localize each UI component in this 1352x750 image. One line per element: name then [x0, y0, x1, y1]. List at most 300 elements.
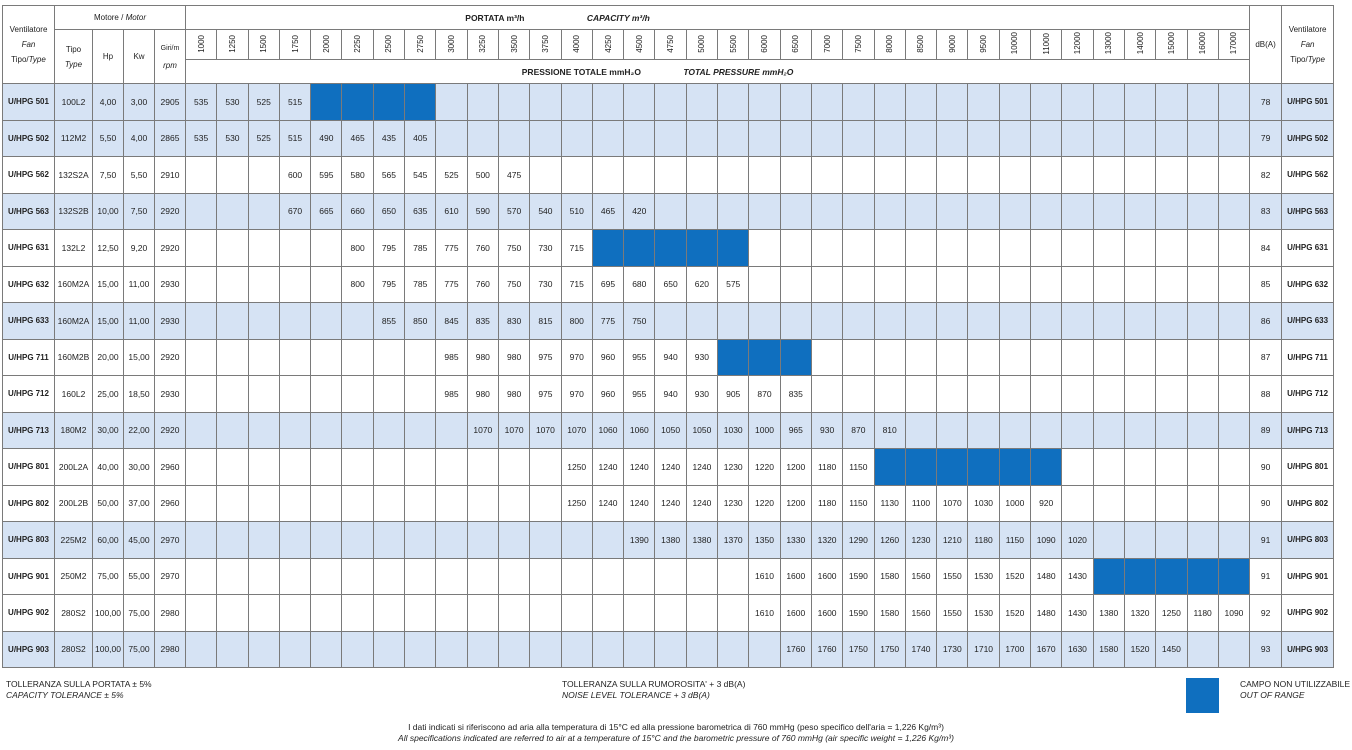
kw-header: Kw — [124, 30, 155, 84]
pressure-cell — [186, 449, 217, 486]
flow-header: 2750 — [405, 30, 436, 60]
capacity-tolerance: TOLLERANZA SULLA PORTATA ± 5% CAPACITY TOLERANCE ± 5% — [6, 679, 152, 700]
pressure-cell: 1480 — [1031, 558, 1062, 595]
tipo-header: Tipo Type — [55, 30, 93, 84]
pressure-cell: 1240 — [624, 449, 655, 486]
pressure-cell — [999, 193, 1030, 230]
pressure-cell: 1060 — [592, 412, 623, 449]
flow-header: 11000 — [1031, 30, 1062, 60]
pressure-cell: 870 — [843, 412, 874, 449]
pressure-cell: 435 — [373, 120, 404, 157]
pressure-cell — [968, 193, 999, 230]
pressure-cell — [905, 266, 936, 303]
motor-type: 250M2 — [55, 558, 93, 595]
noise-db: 91 — [1250, 522, 1282, 559]
pressure-cell — [905, 193, 936, 230]
pressure-cell — [968, 84, 999, 121]
pressure-cell: 1070 — [498, 412, 529, 449]
pressure-cell — [1031, 84, 1062, 121]
pressure-cell — [1124, 303, 1155, 340]
motor-hp: 50,00 — [93, 485, 124, 522]
pressure-cell — [686, 120, 717, 157]
motor-type: 225M2 — [55, 522, 93, 559]
pressure-cell — [1187, 339, 1218, 376]
pressure-cell: 590 — [467, 193, 498, 230]
pressure-cell — [467, 120, 498, 157]
pressure-cell: 595 — [311, 157, 342, 194]
pressure-cell: 1610 — [749, 558, 780, 595]
pressure-cell — [843, 84, 874, 121]
flow-header: 2500 — [373, 30, 404, 60]
pressure-cell: 1200 — [780, 449, 811, 486]
pressure-cell — [843, 266, 874, 303]
pressure-cell: 1580 — [1093, 631, 1124, 668]
motor-type: 132S2B — [55, 193, 93, 230]
pressure-cell: 1090 — [1031, 522, 1062, 559]
pressure-cell — [373, 485, 404, 522]
pressure-cell — [999, 120, 1030, 157]
pressure-cell — [592, 595, 623, 632]
pressure-cell — [1031, 339, 1062, 376]
motor-kw: 30,00 — [124, 449, 155, 486]
motor-rpm: 2970 — [155, 522, 186, 559]
motor-hp: 7,50 — [93, 157, 124, 194]
pressure-cell: 465 — [592, 193, 623, 230]
motor-hp: 4,00 — [93, 84, 124, 121]
pressure-cell: 1750 — [843, 631, 874, 668]
fan-model-right: U/HPG 502 — [1282, 120, 1334, 157]
motor-kw: 75,00 — [124, 631, 155, 668]
pressure-cell — [999, 303, 1030, 340]
pressure-cell — [311, 449, 342, 486]
pressure-cell — [1031, 193, 1062, 230]
pressure-cell: 810 — [874, 412, 905, 449]
pressure-cell — [436, 84, 467, 121]
pressure-cell — [592, 522, 623, 559]
motor-type: 132L2 — [55, 230, 93, 267]
fan-model-right: U/HPG 501 — [1282, 84, 1334, 121]
pressure-cell — [498, 558, 529, 595]
pressure-cell: 1520 — [1124, 631, 1155, 668]
fan-model-right: U/HPG 562 — [1282, 157, 1334, 194]
pressure-cell — [217, 595, 248, 632]
pressure-cell — [217, 193, 248, 230]
pressure-cell — [811, 339, 842, 376]
table-row — [3, 193, 1334, 230]
pressure-cell — [436, 522, 467, 559]
motor-type: 200L2B — [55, 485, 93, 522]
pressure-cell — [279, 595, 310, 632]
pressure-cell — [937, 412, 968, 449]
fan-model: U/HPG 901 — [3, 558, 55, 595]
pressure-cell — [248, 412, 279, 449]
pressure-cell — [1187, 449, 1218, 486]
pressure-cell: 1250 — [561, 485, 592, 522]
pressure-cell — [1218, 120, 1249, 157]
pressure-cell — [1062, 230, 1093, 267]
pressure-cell — [1093, 558, 1124, 595]
fan-header — [3, 6, 55, 84]
pressure-cell: 660 — [342, 193, 373, 230]
noise-db: 83 — [1250, 193, 1282, 230]
pressure-cell — [905, 120, 936, 157]
conditions-note: I dati indicati si riferiscono ad aria alla temperatura di 15°C ed alla pressione barometrica di 760 mmHg (peso specifico dell'aria = 1,226 Kg/m³) All specifications indicated are referred to air at a temperature of 15°C and the barometric pressure of 760 mmHg (air specific weight = 1,226 Kg/m³) — [398, 722, 954, 743]
fan-model: U/HPG 562 — [3, 157, 55, 194]
table-row — [3, 157, 1334, 194]
pressure-cell — [405, 339, 436, 376]
noise-db: 91 — [1250, 558, 1282, 595]
pressure-cell — [186, 157, 217, 194]
pressure-cell — [1031, 266, 1062, 303]
pressure-cell: 1580 — [874, 558, 905, 595]
motor-kw: 3,00 — [124, 84, 155, 121]
pressure-cell — [968, 230, 999, 267]
pressure-cell — [248, 522, 279, 559]
pressure-cell — [999, 266, 1030, 303]
fan-label-en: Fan — [21, 40, 36, 49]
pressure-cell: 1350 — [749, 522, 780, 559]
pressure-cell — [1093, 485, 1124, 522]
pressure-cell — [217, 376, 248, 413]
pressure-cell: 855 — [373, 303, 404, 340]
pressure-cell — [530, 631, 561, 668]
flow-header: 4250 — [592, 30, 623, 60]
pressure-cell: 1230 — [905, 522, 936, 559]
pressure-cell — [1124, 522, 1155, 559]
pressure-cell — [530, 84, 561, 121]
pressure-cell: 1430 — [1062, 595, 1093, 632]
motor-type: 160M2A — [55, 266, 93, 303]
pressure-cell — [1187, 376, 1218, 413]
motor-kw: 7,50 — [124, 193, 155, 230]
fan-model: U/HPG 563 — [3, 193, 55, 230]
pressure-cell: 775 — [436, 266, 467, 303]
flow-header: 9500 — [968, 30, 999, 60]
motor-kw: 5,50 — [124, 157, 155, 194]
pressure-cell: 930 — [686, 339, 717, 376]
pressure-cell — [874, 266, 905, 303]
motor-kw: 75,00 — [124, 595, 155, 632]
pressure-cell: 1240 — [592, 449, 623, 486]
motor-hp: 15,00 — [93, 303, 124, 340]
pressure-cell: 775 — [436, 230, 467, 267]
pressure-cell — [1031, 120, 1062, 157]
pressure-cell: 490 — [311, 120, 342, 157]
motor-kw: 22,00 — [124, 412, 155, 449]
pressure-cell — [1218, 376, 1249, 413]
pressure-cell: 545 — [405, 157, 436, 194]
pressure-cell — [1156, 120, 1187, 157]
pressure-cell — [843, 339, 874, 376]
pressure-cell: 680 — [624, 266, 655, 303]
pressure-cell — [655, 230, 686, 267]
pressure-cell — [436, 558, 467, 595]
pressure-cell — [968, 157, 999, 194]
pressure-cell — [1156, 339, 1187, 376]
fan-label: Ventilatore — [9, 25, 48, 34]
pressure-cell: 1590 — [843, 595, 874, 632]
pressure-cell — [937, 120, 968, 157]
pressure-cell — [905, 376, 936, 413]
pressure-cell — [1156, 412, 1187, 449]
pressure-cell — [780, 84, 811, 121]
pressure-cell — [217, 412, 248, 449]
pressure-cell — [248, 339, 279, 376]
pressure-cell — [186, 631, 217, 668]
table-row — [3, 449, 1334, 486]
pressure-cell: 1520 — [999, 558, 1030, 595]
pressure-cell: 800 — [561, 303, 592, 340]
flow-header: 10000 — [999, 30, 1030, 60]
pressure-cell — [1187, 120, 1218, 157]
motor-hp: 100,00 — [93, 595, 124, 632]
pressure-cell: 905 — [718, 376, 749, 413]
pressure-cell: 1210 — [937, 522, 968, 559]
motor-hp: 100,00 — [93, 631, 124, 668]
pressure-cell: 775 — [592, 303, 623, 340]
pressure-cell — [1124, 120, 1155, 157]
pressure-cell — [905, 339, 936, 376]
pressure-cell: 1180 — [811, 485, 842, 522]
pressure-cell — [937, 449, 968, 486]
pressure-cell — [373, 449, 404, 486]
motor-header: Motore / Motor — [55, 6, 186, 30]
pressure-cell — [530, 522, 561, 559]
pressure-cell — [1187, 193, 1218, 230]
pressure-cell — [999, 339, 1030, 376]
pressure-cell — [1156, 303, 1187, 340]
pressure-cell: 940 — [655, 376, 686, 413]
motor-kw: 45,00 — [124, 522, 155, 559]
pressure-cell — [718, 339, 749, 376]
pressure-cell: 970 — [561, 376, 592, 413]
pressure-cell — [592, 84, 623, 121]
pressure-cell: 1180 — [1187, 595, 1218, 632]
pressure-cell — [1124, 339, 1155, 376]
pressure-cell — [780, 157, 811, 194]
pressure-cell — [279, 522, 310, 559]
pressure-cell — [780, 230, 811, 267]
pressure-cell — [405, 485, 436, 522]
pressure-cell — [968, 449, 999, 486]
pressure-cell — [874, 339, 905, 376]
pressure-cell — [186, 595, 217, 632]
motor-rpm: 2930 — [155, 376, 186, 413]
pressure-cell — [905, 84, 936, 121]
motor-hp: 15,00 — [93, 266, 124, 303]
pressure-cell: 1600 — [811, 595, 842, 632]
pressure-cell — [248, 157, 279, 194]
pressure-cell — [311, 376, 342, 413]
pressure-cell: 665 — [311, 193, 342, 230]
pressure-cell: 1670 — [1031, 631, 1062, 668]
pressure-cell: 1760 — [780, 631, 811, 668]
pressure-cell — [186, 485, 217, 522]
pressure-cell — [1093, 339, 1124, 376]
pressure-cell — [1124, 449, 1155, 486]
flow-header: 3750 — [530, 30, 561, 60]
pressure-cell — [718, 84, 749, 121]
pressure-cell — [217, 303, 248, 340]
pressure-cell — [686, 157, 717, 194]
pressure-cell — [968, 303, 999, 340]
pressure-cell — [467, 595, 498, 632]
pressure-cell — [311, 558, 342, 595]
pressure-cell — [1187, 230, 1218, 267]
pressure-cell: 1290 — [843, 522, 874, 559]
pressure-cell — [749, 120, 780, 157]
pressure-cell — [1218, 485, 1249, 522]
pressure-cell — [1156, 84, 1187, 121]
pressure-cell — [1218, 230, 1249, 267]
pressure-cell: 1250 — [1156, 595, 1187, 632]
pressure-cell: 1240 — [686, 485, 717, 522]
pressure-cell — [248, 485, 279, 522]
pressure-cell — [530, 157, 561, 194]
pressure-cell — [1218, 84, 1249, 121]
motor-type: 112M2 — [55, 120, 93, 157]
hp-header: Hp — [93, 30, 124, 84]
pressure-cell — [780, 339, 811, 376]
pressure-cell — [248, 558, 279, 595]
pressure-cell — [1062, 157, 1093, 194]
pressure-cell — [1093, 303, 1124, 340]
pressure-cell: 965 — [780, 412, 811, 449]
pressure-cell — [592, 558, 623, 595]
motor-rpm: 2960 — [155, 449, 186, 486]
pressure-cell — [718, 193, 749, 230]
pressure-cell: 930 — [686, 376, 717, 413]
pressure-cell: 1600 — [780, 595, 811, 632]
pressure-cell — [436, 449, 467, 486]
pressure-cell: 1370 — [718, 522, 749, 559]
pressure-cell — [405, 449, 436, 486]
pressure-cell — [467, 449, 498, 486]
flow-header: 4000 — [561, 30, 592, 60]
fan-model: U/HPG 902 — [3, 595, 55, 632]
pressure-cell: 635 — [405, 193, 436, 230]
fan-header-right: Ventilatore Fan Tipo/Type — [1282, 6, 1334, 84]
table-row — [3, 266, 1334, 303]
pressure-cell — [1218, 631, 1249, 668]
table-row — [3, 595, 1334, 632]
pressure-cell — [1093, 412, 1124, 449]
pressure-cell — [561, 631, 592, 668]
pressure-cell: 785 — [405, 230, 436, 267]
pressure-cell — [373, 558, 404, 595]
pressure-cell: 1330 — [780, 522, 811, 559]
pressure-cell — [311, 485, 342, 522]
pressure-cell — [874, 120, 905, 157]
table-row — [3, 339, 1334, 376]
pressure-cell: 1590 — [843, 558, 874, 595]
pressure-cell — [311, 339, 342, 376]
type-label: Tipo/Type — [11, 55, 46, 64]
motor-kw: 37,00 — [124, 485, 155, 522]
fan-model-right: U/HPG 711 — [1282, 339, 1334, 376]
pressure-cell — [968, 266, 999, 303]
pressure-cell — [780, 193, 811, 230]
pressure-cell — [718, 120, 749, 157]
pressure-cell — [1187, 558, 1218, 595]
pressure-cell: 1130 — [874, 485, 905, 522]
pressure-cell: 1070 — [530, 412, 561, 449]
pressure-cell — [1124, 230, 1155, 267]
pressure-cell: 1380 — [686, 522, 717, 559]
pressure-cell — [718, 157, 749, 194]
pressure-cell — [1093, 230, 1124, 267]
pressure-cell — [467, 631, 498, 668]
pressure-cell — [749, 339, 780, 376]
pressure-cell: 525 — [248, 120, 279, 157]
pressure-cell: 1260 — [874, 522, 905, 559]
pressure-cell — [874, 449, 905, 486]
pressure-cell — [279, 449, 310, 486]
pressure-cell — [498, 485, 529, 522]
pressure-cell: 815 — [530, 303, 561, 340]
motor-hp: 10,00 — [93, 193, 124, 230]
pressure-cell — [373, 412, 404, 449]
pressure-cell — [1093, 120, 1124, 157]
db-header: dB(A) — [1250, 6, 1282, 84]
pressure-cell: 405 — [405, 120, 436, 157]
pressure-cell — [248, 266, 279, 303]
fan-model: U/HPG 803 — [3, 522, 55, 559]
pressure-cell — [1218, 449, 1249, 486]
pressure-cell — [467, 522, 498, 559]
pressure-cell — [843, 230, 874, 267]
pressure-cell: 985 — [436, 376, 467, 413]
pressure-cell: 1430 — [1062, 558, 1093, 595]
pressure-cell — [624, 230, 655, 267]
fan-model-right: U/HPG 631 — [1282, 230, 1334, 267]
pressure-cell — [1062, 412, 1093, 449]
motor-rpm: 2920 — [155, 339, 186, 376]
pressure-cell — [342, 485, 373, 522]
pressure-cell: 1070 — [937, 485, 968, 522]
fan-model: U/HPG 711 — [3, 339, 55, 376]
pressure-cell — [186, 266, 217, 303]
pressure-cell — [1093, 376, 1124, 413]
noise-db: 90 — [1250, 449, 1282, 486]
pressure-cell — [999, 449, 1030, 486]
pressure-cell: 1700 — [999, 631, 1030, 668]
pressure-cell — [279, 303, 310, 340]
pressure-cell — [1124, 376, 1155, 413]
pressure-cell — [1218, 193, 1249, 230]
pressure-cell: 1240 — [686, 449, 717, 486]
pressure-cell: 980 — [467, 339, 498, 376]
motor-hp: 25,00 — [93, 376, 124, 413]
pressure-cell — [248, 376, 279, 413]
pressure-cell: 955 — [624, 376, 655, 413]
pressure-cell: 1760 — [811, 631, 842, 668]
flow-header: 6500 — [780, 30, 811, 60]
pressure-cell: 1030 — [718, 412, 749, 449]
pressure-cell — [467, 84, 498, 121]
pressure-cell — [624, 157, 655, 194]
pressure-cell — [968, 376, 999, 413]
pressure-cell: 1560 — [905, 595, 936, 632]
motor-hp: 30,00 — [93, 412, 124, 449]
pressure-cell — [436, 485, 467, 522]
pressure-cell: 1320 — [811, 522, 842, 559]
pressure-cell — [686, 193, 717, 230]
pressure-cell — [217, 230, 248, 267]
pressure-cell — [592, 230, 623, 267]
flow-header: 2000 — [311, 30, 342, 60]
motor-type: 180M2 — [55, 412, 93, 449]
